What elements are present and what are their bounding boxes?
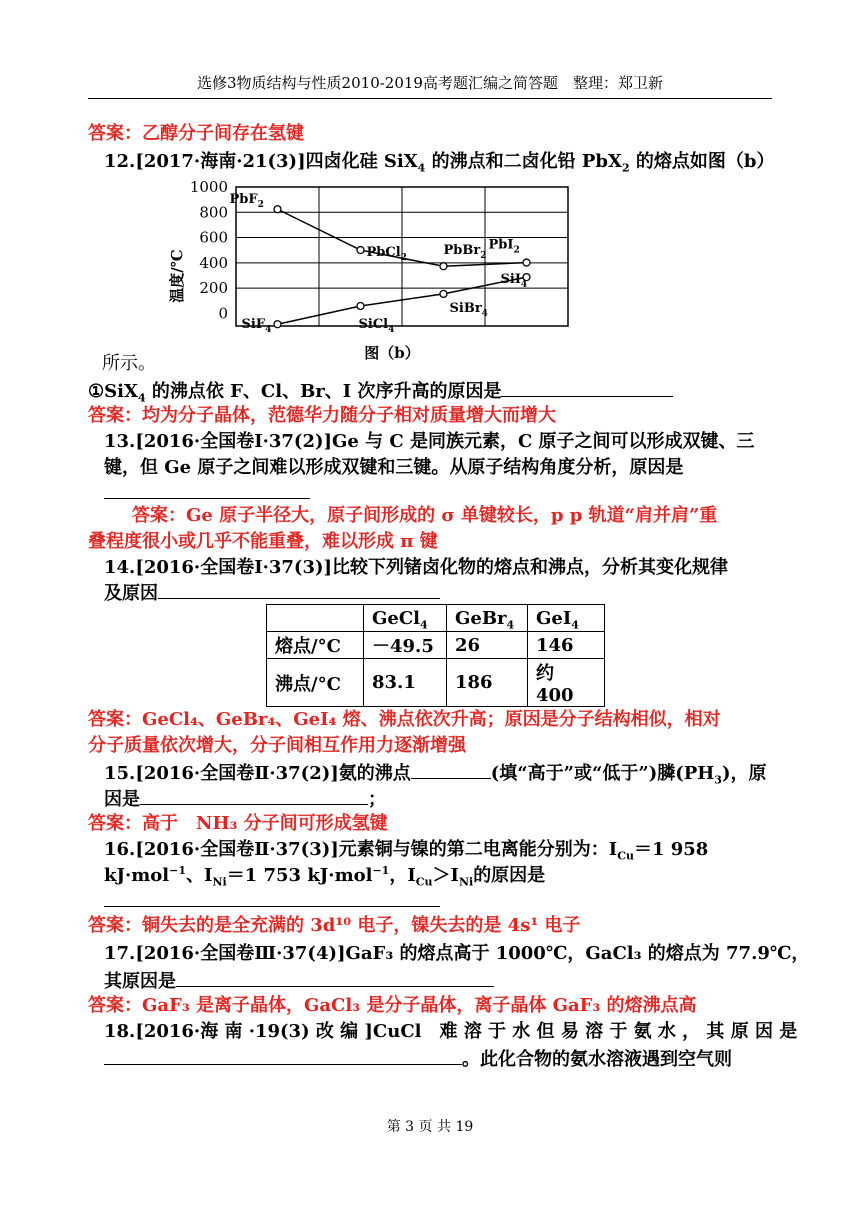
question-16-line2: kJ·mol$^{-1}$、$I_{Ni}=1$ 753 kJ·mol$^{-1}$，$I_{Cu}>I_{Ni}$的原因是 [104,864,546,889]
y-tick-label: 0 [218,304,228,323]
answer-label: 答案： [88,123,142,144]
question-17: 17.[2016·全国卷Ⅲ·37(4)]GaF₃ 的熔点高于 1000℃，GaCl₃ 的熔点为 77.9℃， [104,943,810,964]
question-12 [104,150,774,174]
question-16: 16.[2016·全国卷Ⅱ·37(3)]元素铜与镍的第二电离能分别为：$I_{Cu}=1$ 958 [104,839,709,863]
table-cell: 26 [447,632,528,659]
data-point [274,206,281,213]
answer-label: 答案： [88,405,142,426]
question-number: 12.[2017·海南·21(3)] [104,151,306,172]
data-label: PbF$_2$ [229,192,264,211]
answer-15: 答案：高于 NH₃ 分子间可形成氢键 [88,813,388,834]
answer-blank[interactable] [176,968,494,987]
y-tick-label: 800 [199,203,228,222]
question-15: 15.[2016·全国卷Ⅱ·37(2)]氨的沸点 (填“高于”或“低于”)膦$(PH_3)$，原 [104,760,766,786]
data-point [357,303,364,310]
y-tick-label: 1000 [189,178,228,196]
question-text: 的沸点和二卤化铅 PbX [425,151,622,172]
table-cell: 83.1 [364,659,447,707]
subscript: 2 [621,161,630,175]
table-row-label: 熔点/°C [267,632,364,659]
subscript: 4 [417,161,426,175]
table-row-label: 沸点/°C [267,659,364,707]
question-14-line2: 及原因 [104,580,440,606]
answer-14: 答案：GeCl₄、GeBr₄、GeI₄ 熔、沸点依次升高；原因是分子结构相似，相对 [88,709,721,730]
question-17-line2: 其原因是 [104,968,494,994]
y-tick-label: 600 [199,228,228,247]
data-label: PbCl$_2$ [366,245,407,264]
answer-text: 乙醇分子间存在氢键 [142,123,304,144]
table-cell: 约 400 [528,659,605,707]
y-tick-labels [190,178,228,322]
question-13: 13.[2016·全国卷Ⅰ·37(2)]Ge 与 C 是同族元素，C 原子之间可以形成双键、三 [104,431,755,452]
answer-blank-13[interactable] [104,480,310,506]
answer-blank[interactable] [411,760,491,779]
question-18: 18.[2016·海 南 ·19(3) 改 编 ]CuCl 难 溶 于 水 但 易 溶 于 氨 水 ， 其 原 因 是 [104,1021,798,1042]
answer-16: 答案：铜失去的是全充满的 3d¹⁰ 电子，镍失去的是 4s¹ 电子 [88,915,581,936]
answer-text: 均为分子晶体，范德华力随分子相对质量增大而增大 [142,405,556,426]
chart-caption: 图（b） [364,344,420,362]
table-cell: 186 [447,659,528,707]
answer-13: 答案：Ge 原子半径大，原子间形成的 σ 单键较长，p p 轨道“肩并肩”重 [132,505,718,526]
y-tick-label: 200 [199,279,228,298]
question-text: 的沸点依 F、Cl、Br、I 次序升高的原因是 [145,381,502,402]
data-point [274,321,281,328]
answer-blank-16[interactable] [104,888,440,914]
data-point [523,259,530,266]
question-text: ①SiX [88,381,138,402]
answer-blank[interactable] [104,1046,462,1065]
data-label: PbBr$_2$ [443,243,487,262]
subscript: 4 [137,391,146,405]
question-18-line2: 。此化合物的氨水溶液遇到空气则 [104,1046,732,1072]
answer-12 [88,404,556,428]
data-label: SiF$_4$ [241,317,272,336]
answer-13-line2: 叠程度很小或几乎不能重叠，难以形成 π 键 [88,531,438,552]
temperature-chart [168,176,588,372]
answer-blank[interactable] [501,378,673,397]
answer-11 [88,122,304,146]
data-label: SiI$_4$ [500,272,528,291]
data-point [440,263,447,270]
question-14: 14.[2016·全国卷Ⅰ·37(3)]比较下列锗卤化物的熔点和沸点，分析其变化规律 [104,557,729,578]
data-point [357,247,364,254]
table-header: GeI$_4$ [528,605,605,632]
question-text: 的熔点如图（b） [629,151,775,172]
page-header: 选修3物质结构与性质2010-2019高考题汇编之简答题 整理：郑卫新 [88,72,772,99]
y-tick-label: 400 [199,253,228,272]
page-footer: 第 3 页 共 19 [386,1119,474,1135]
table-cell [267,605,364,632]
answer-14-line2: 分子质量依次增大，分子间相互作用力逐渐增强 [88,735,466,756]
answer-blank[interactable] [158,580,440,599]
germanium-halide-table [266,604,605,707]
data-label: PbI$_2$ [488,237,520,256]
table-header: GeBr$_4$ [447,605,528,632]
table-header-row [267,605,605,632]
answer-17: 答案：GaF₃ 是离子晶体，GaCl₃ 是分子晶体，离子晶体 GaF₃ 的熔沸点高 [88,995,697,1016]
question-text: 四卤化硅 SiX [305,151,418,172]
y-axis-label: 温度/℃ [168,249,186,303]
data-label: SiBr$_4$ [449,300,488,319]
data-label: SiCl$_4$ [358,317,395,336]
question-13-line2: 键，但 Ge 原子之间难以形成双键和三键。从原子结构角度分析，原因是 [104,457,684,478]
table-cell: 146 [528,632,605,659]
table-row [267,632,605,659]
question-12-cont: 所示。 [102,353,156,374]
question-12-sub [88,378,673,404]
table-header: GeCl$_4$ [364,605,447,632]
table-row [267,659,605,707]
table-cell: －49.5 [364,632,447,659]
question-15-line2: 因是 ； [104,786,386,812]
data-point [440,290,447,297]
answer-blank[interactable] [140,786,368,805]
